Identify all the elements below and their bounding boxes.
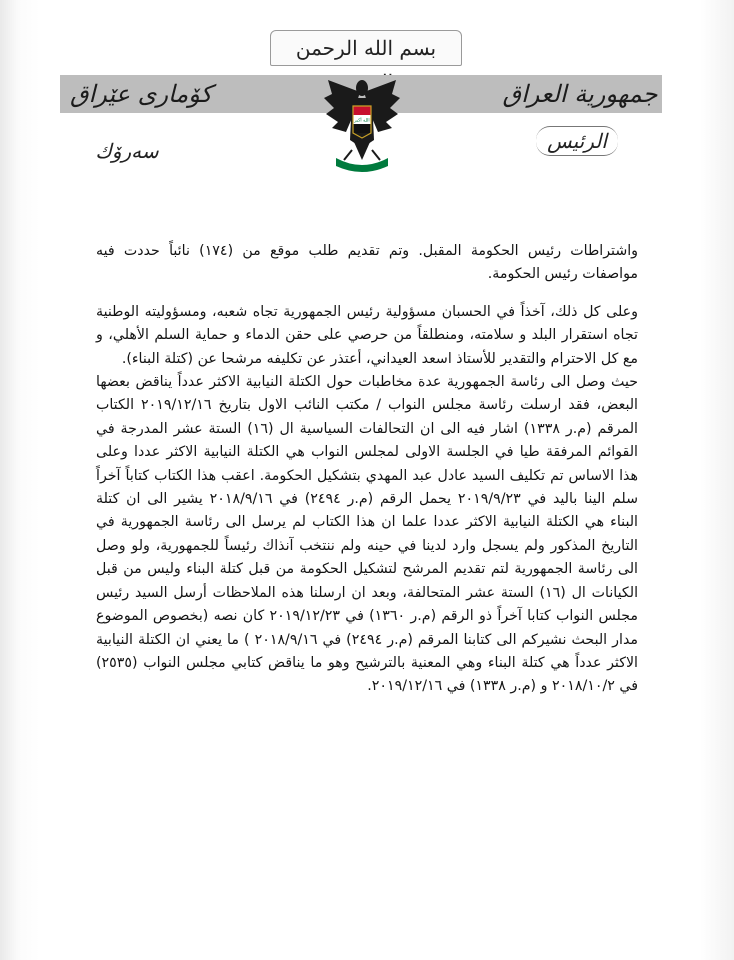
subtitle-kurdish: سەرۆك [95, 139, 159, 163]
shield-red [353, 106, 371, 115]
title-arabic: جمهورية العراق [502, 80, 658, 108]
paragraph-1: واشتراطات رئيس الحكومة المقبل. وتم تقديم طلب موقع من (١٧٤) نائباً حددت فيه مواصفات رئيس الحكومة. [96, 243, 638, 283]
eagle-tail [354, 142, 370, 160]
letter-body [96, 240, 638, 699]
emblem-scroll [336, 158, 388, 172]
basmala-heading: بسم الله الرحمن [270, 30, 462, 66]
iraq-eagle-emblem [322, 74, 402, 178]
shield-black [353, 124, 371, 133]
title-kurdish: كۆماری عێراق [69, 80, 213, 108]
paragraph-3: حيث وصل الى رئاسة الجمهورية عدة مخاطبات حول الكتلة النيابية الاكثر عدداً يناقض بعضها البعض، فقد ارسلت رئاسة مجلس النواب / مكتب النائب الاول بتاريخ ٢٠١٩/١٢/١٦ الكتاب المرقم (م.ر ١٣٣٨) اشار فيه الى ان التحالفات السياسية ال (١٦) الستة عشر المدرجة في القوائم المرفقة طيا في الجلسة الاولى لمجلس النواب هي الكتلة النيابية الاكثر عددا وعلى هذا الاساس تم تكليف السيد عادل عبد المهدي بتشكيل الحكومة. اعقب هذا الكتاب كتاباً آخراً سلم الينا باليد في ٢٠١٩/٩/٢٣ يحمل الرقم (م.ر ٢٤٩٤) في ٢٠١٨/٩/١٦ يشير الى ان كتلة البناء هي الكتلة النيابية الاكثر عددا علما ان هذا الكتاب لم يرسل الى رئاسة الجمهورية في التاريخ المذكور ولم يسجل وارد لدينا في حينه ولم ننتخب آنذاك رئيساً للجمهورية، ولو وصل الى رئاسة الجمهورية لتم تقديم المرشح لتشكيل الحكومة من قبل كتلة البناء وليس من قبل الكيانات ال (١٦) الستة عشر المتحالفة، وبعد ان ارسلنا هذه الملاحظات أرسل السيد رئيس مجلس النواب كتابا آخراً ذو الرقم (م.ر ١٣٦٠) في ٢٠١٩/١٢/٢٣ كان نصه (بخصوص الموضوع مدار البحث نشيركم الى كتابنا المرقم (م.ر ٢٤٩٤) في ٢٠١٨/٩/١٦ ) ما يعني ان الكتلة النيابية الاكثر عدداً هي كتلة البناء وهي المعنية بالترشيح وهو ما يناقض كتابي مجلس النواب (٢٥٣٥) في ٢٠١٨/١٠/٢ و (م.ر ١٣٣٨) في ٢٠١٩/١٢/١٦. [96, 374, 639, 695]
subtitle-arabic: الرئيس [536, 126, 618, 156]
eagle-head [356, 80, 368, 96]
shield-inscription: الله أكبر [354, 118, 370, 124]
paragraph-2: وعلى كل ذلك، آخذاً في الحسبان مسؤولية رئيس الجمهورية تجاه شعبه، ومسؤوليته الوطنية تجاه استقرار البلد و سلامته، ومنطلقاً من حرصي على حقن الدماء و حماية السلم الأهلي، و مع كل الاحترام والتقدير للأستاذ اسعد العيداني، أعتذر عن تكليفه مرشحا عن (كتلة البناء). [96, 303, 638, 367]
